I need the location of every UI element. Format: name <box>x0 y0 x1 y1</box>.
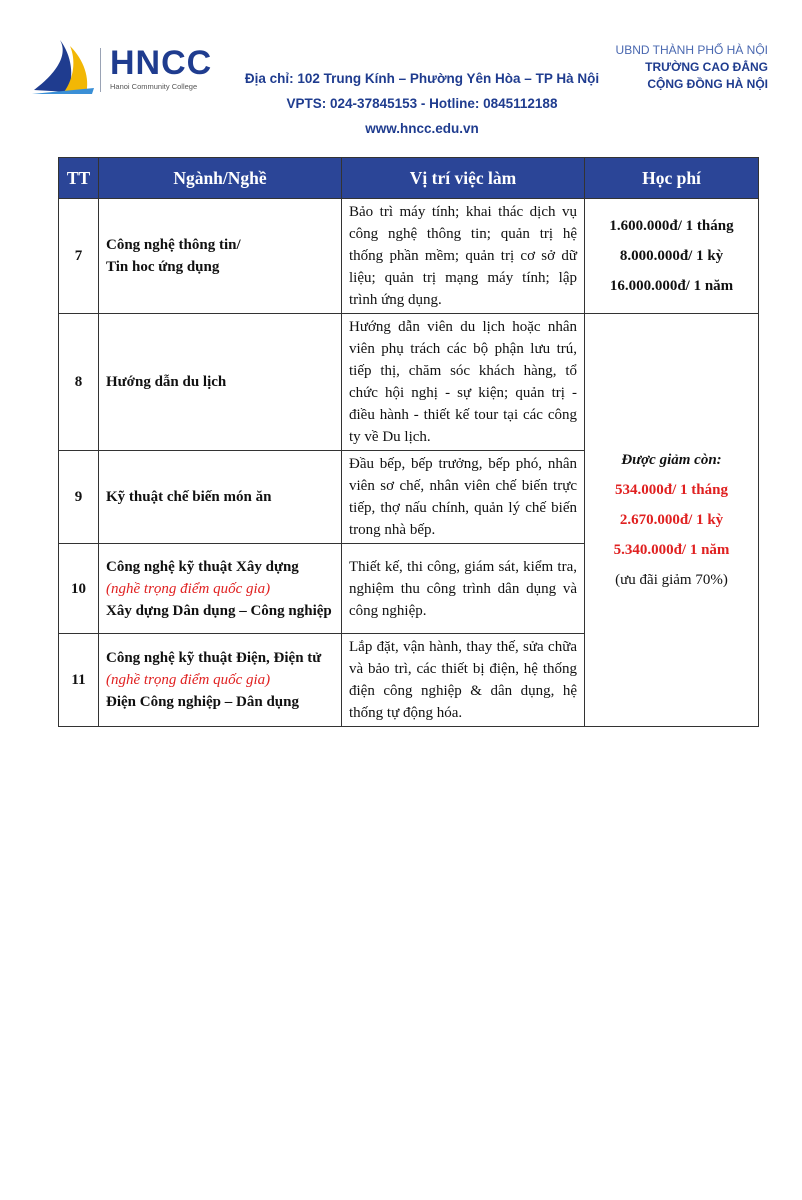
major-cell <box>99 199 342 314</box>
contact-block <box>222 66 622 141</box>
major-cell <box>99 634 342 727</box>
jobs-cell: Hướng dẫn viên du lịch hoặc nhân viên phụ trách các bộ phận lưu trú, tiếp thị, chăm sóc khách hàng, tổ chức hội nghị - sự kiện; quản trị - điều hành - thiết kế tour tại các công ty về Du lịch. <box>342 314 585 451</box>
fee-cell-discount <box>585 314 759 727</box>
website-link[interactable]: www.hncc.edu.vn <box>365 121 479 136</box>
discount-month: 534.000đ/ 1 tháng <box>615 482 728 498</box>
major-name: Kỹ thuật chế biến món ăn <box>106 489 272 505</box>
jobs-cell: Lắp đặt, vận hành, thay thế, sửa chữa và bảo trì, các thiết bị điện, hệ thống điện công nghiệp & dân dụng, hệ thống tự động hóa. <box>342 634 585 727</box>
row-number: 10 <box>59 544 99 634</box>
major-name <box>106 647 334 691</box>
fee-term: 8.000.000đ/ 1 kỳ <box>619 248 724 264</box>
address: Địa chỉ: 102 Trung Kính – Phường Yên Hòa – TP Hà Nội <box>244 71 600 86</box>
major-cell <box>99 314 342 451</box>
row-number: 9 <box>59 451 99 544</box>
jobs-cell: Đầu bếp, bếp trưởng, bếp phó, nhân viên sơ chế, nhân viên chế biến trực tiếp, thợ nấu chính, quản lý chế biến trong nhà bếp. <box>342 451 585 544</box>
jobs-cell: Thiết kế, thi công, giám sát, kiểm tra, nghiệm thu công trình dân dụng và công nghiệp. <box>342 544 585 634</box>
major-name-alt: Tin hoc ứng dụng <box>106 259 220 275</box>
tuition-table <box>58 157 759 727</box>
discount-label: Được giảm còn: <box>621 452 722 468</box>
logo-subtitle: Hanoi Community College <box>110 82 198 91</box>
table-row <box>59 199 759 314</box>
discount-term: 2.670.000đ/ 1 kỳ <box>619 512 724 528</box>
discount-year: 5.340.000đ/ 1 năm <box>613 542 730 558</box>
row-number: 7 <box>59 199 99 314</box>
org-line-3: CỘNG ĐỒNG HÀ NỘI <box>647 77 768 91</box>
national-key-note: (nghề trọng điểm quốc gia) <box>106 580 271 597</box>
major-name: Công nghệ kỹ thuật Xây dựng <box>106 558 299 575</box>
header-jobs: Vị trí việc làm <box>342 158 585 199</box>
national-key-note: (nghề trọng điểm quốc gia) <box>106 672 271 688</box>
org-line-2: TRƯỜNG CAO ĐẲNG <box>645 60 768 74</box>
fee-cell-it <box>585 199 759 314</box>
major-name-alt: Xây dựng Dân dụng – Công nghiệp <box>106 602 332 619</box>
major-cell <box>99 544 342 634</box>
fee-month: 1.600.000đ/ 1 tháng <box>609 218 734 234</box>
table-header-row <box>59 158 759 199</box>
logo-divider <box>100 48 101 92</box>
logo-text: HNCC <box>110 44 213 82</box>
header-major: Ngành/Nghề <box>99 158 342 199</box>
page-header <box>0 0 802 140</box>
phone: VPTS: 024-37845153 - Hotline: 0845112188 <box>286 96 558 111</box>
major-name: Công nghệ thông tin/ <box>106 237 241 253</box>
row-number: 11 <box>59 634 99 727</box>
major-name: Hướng dẫn du lịch <box>106 374 227 390</box>
header-fee: Học phí <box>585 158 759 199</box>
table-row <box>59 314 759 451</box>
major-name-alt: Điện Công nghiệp – Dân dụng <box>106 694 299 710</box>
org-line-1: UBND THÀNH PHỐ HÀ NỘI <box>615 43 768 57</box>
major-cell <box>99 451 342 544</box>
discount-note: (ưu đãi giảm 70%) <box>615 572 728 588</box>
major-name-text: Công nghệ kỹ thuật Điện, Điện tử <box>106 650 322 666</box>
fee-year: 16.000.000đ/ 1 năm <box>609 278 734 294</box>
row-number: 8 <box>59 314 99 451</box>
organization-block <box>616 42 768 93</box>
header-tt: TT <box>59 158 99 199</box>
jobs-cell: Bảo trì máy tính; khai thác dịch vụ công nghệ thông tin; quản trị hệ thống phần mềm; quản trị cơ sở dữ liệu; quản trị mạng máy tính; lập trình ứng dụng. <box>342 199 585 314</box>
